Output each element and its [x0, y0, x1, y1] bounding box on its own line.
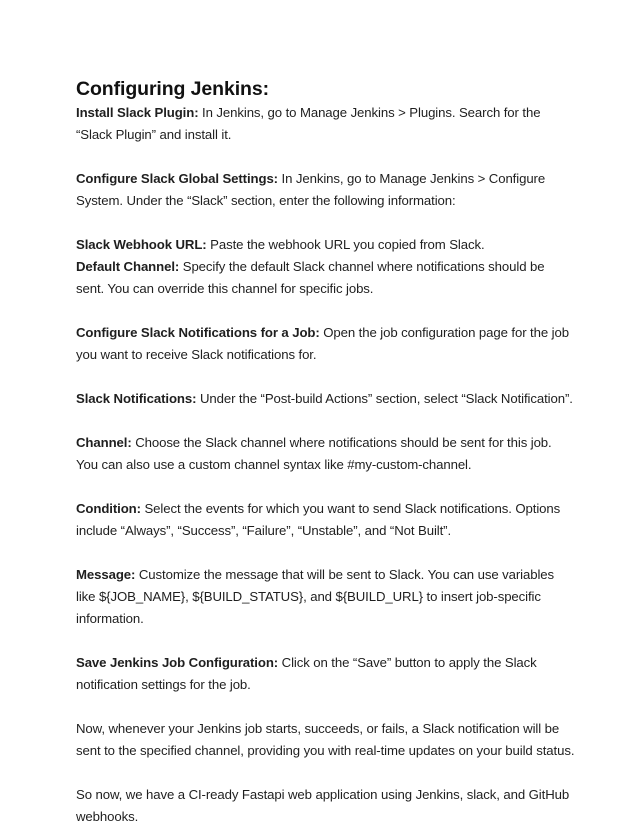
paragraph-slack-notifications: [76, 388, 576, 410]
paragraph-text: In Jenkins, go to Manage Jenkins > Configure System. Under the “Slack” section, enter the following information:: [76, 171, 546, 208]
paragraph-label: Channel:: [76, 435, 132, 450]
paragraph-channel: [76, 432, 576, 476]
paragraph-text: Open the job configuration page for the job you want to receive Slack notifications for.: [76, 325, 569, 362]
paragraph-condition: [76, 498, 576, 542]
paragraph-install-slack-plugin: [76, 102, 576, 146]
paragraph-save-job-configuration: [76, 652, 576, 696]
paragraph-label: Save Jenkins Job Configuration:: [76, 655, 279, 670]
paragraph-configure-slack-global-settings: [76, 168, 576, 212]
paragraph-configure-job-notifications: [76, 322, 576, 366]
paragraph-label: Configure Slack Global Settings:: [76, 171, 278, 186]
paragraph-text: So now, we have a CI-ready Fastapi web application using Jenkins, slack, and GitHub webhooks.: [76, 787, 570, 824]
page-title: Configuring Jenkins:: [76, 78, 270, 100]
paragraph-label: Install Slack Plugin:: [76, 105, 199, 120]
paragraph-text: In Jenkins, go to Manage Jenkins > Plugins. Search for the “Slack Plugin” and install it.: [76, 105, 541, 142]
paragraph-text: Click on the “Save” button to apply the Slack notification settings for the job.: [76, 655, 537, 692]
paragraph-label: Default Channel:: [76, 259, 180, 274]
paragraph-label: Condition:: [76, 501, 141, 516]
paragraph-label: Message:: [76, 567, 136, 582]
paragraph-text: Under the “Post-build Actions” section, select “Slack Notification”.: [196, 391, 573, 406]
paragraph-default-channel: [76, 256, 576, 300]
paragraph-text: Select the events for which you want to send Slack notifications. Options include “Always”, “Success”, “Failure”, “Unstable”, and “Not Built”.: [76, 501, 561, 538]
paragraph-label: Configure Slack Notifications for a Job:: [76, 325, 320, 340]
paragraph-message: [76, 564, 576, 630]
document-page: [76, 76, 576, 828]
paragraph-text: Now, whenever your Jenkins job starts, succeeds, or fails, a Slack notification will be sent to the specified channel, providing you with real-time updates on your build status.: [76, 721, 575, 758]
paragraph-notification-summary: [76, 718, 576, 762]
paragraph-slack-webhook-url: [76, 234, 576, 256]
paragraph-conclusion: [76, 784, 576, 828]
paragraph-text: Paste the webhook URL you copied from Slack.: [206, 237, 485, 252]
paragraph-text: Specify the default Slack channel where notifications should be sent. You can override this channel for specific jobs.: [76, 259, 545, 296]
paragraph-label: Slack Notifications:: [76, 391, 197, 406]
paragraph-label: Slack Webhook URL:: [76, 237, 207, 252]
paragraph-text: Choose the Slack channel where notifications should be sent for this job. You can also use a custom channel syntax like #my-custom-channel.: [76, 435, 552, 472]
paragraph-text: Customize the message that will be sent to Slack. You can use variables like ${JOB_NAME}, ${BUILD_STATUS}, and ${BUILD_URL} to insert job-specific information.: [76, 567, 555, 626]
